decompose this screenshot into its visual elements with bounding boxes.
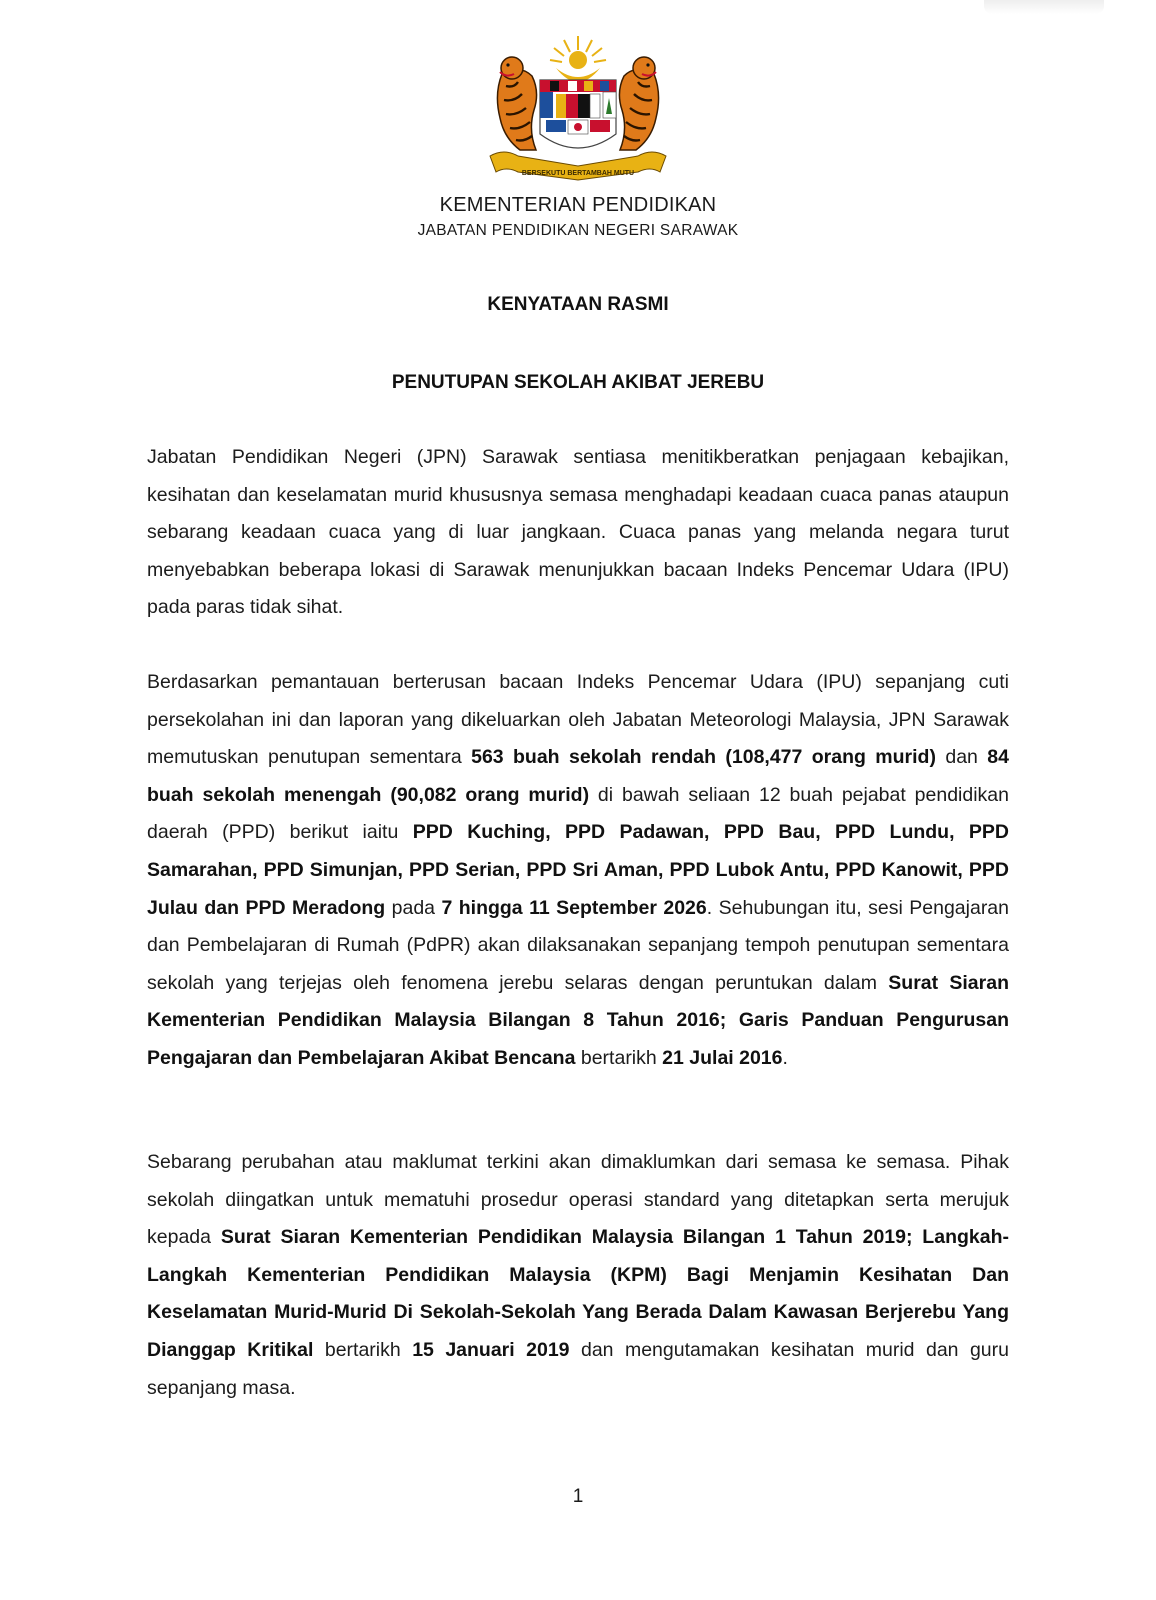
emphasis-text: PPD Kuching, PPD Padawan, PPD Bau, PPD Lundu, PPD Samarahan, PPD Simunjan, PPD Serian, PPD Sri Aman, PPD Lubok Antu, PPD Kanowit, PPD Julau dan PPD Meradong — [147, 821, 1009, 919]
malaysia-coat-of-arms-icon — [484, 34, 672, 184]
emphasis-text: 7 hingga 11 September 2026 — [441, 896, 707, 919]
paragraph-3 — [147, 1144, 1009, 1407]
page-number: 1 — [572, 1486, 584, 1507]
body-text: Sebarang perubahan atau maklumat terkini akan dimaklumkan dari semasa ke semasa. Pihak sekolah diingatkan untuk mematuhi prosedur operasi standard yang ditetapkan serta merujuk kepada — [147, 1151, 1009, 1249]
body-text: . Sehubungan itu, sesi Pengajaran dan Pembelajaran di Rumah (PdPR) akan dilaksanakan sepanjang tempoh penutupan sementara sekolah yang terjejas oleh fenomena jerebu selaras dengan peruntukan dalam — [147, 896, 1009, 994]
body-text: dan — [935, 746, 988, 769]
svg-text:BERSEKUTU BERTAMBAH MUTU: BERSEKUTU BERTAMBAH MUTU — [521, 170, 635, 177]
ministry-name: KEMENTERIAN PENDIDIKAN — [439, 194, 717, 216]
body-text: pada — [385, 896, 442, 919]
emphasis-text: 84 buah sekolah menengah (90,082 orang murid) — [147, 746, 1009, 806]
document-title: KENYATAAN RASMI — [487, 294, 669, 315]
paragraph-2 — [147, 664, 1009, 1078]
emphasis-text: Surat Siaran Kementerian Pendidikan Malaysia Bilangan 8 Tahun 2016; Garis Panduan Pengurusan Pengajaran dan Pembelajaran Akibat Bencana — [147, 971, 1009, 1069]
emphasis-text: 21 Julai 2016 — [662, 1046, 783, 1069]
body-text: bertarikh — [313, 1338, 413, 1361]
body-text: bertarikh — [575, 1046, 663, 1069]
emphasis-text: Surat Siaran Kementerian Pendidikan Malaysia Bilangan 1 Tahun 2019; Langkah-Langkah Kementerian Pendidikan Malaysia (KPM) Bagi Menjamin Kesihatan Dan Keselamatan Murid-Murid Di Sekolah-Sekolah Yang Berada Dalam Kawasan Berjerebu Yang Dianggap Kritikal — [147, 1226, 1009, 1361]
emphasis-text: 563 buah sekolah rendah (108,477 orang murid) — [471, 746, 936, 769]
scan-edge-shadow — [984, 0, 1104, 14]
document-subject: PENUTUPAN SEKOLAH AKIBAT JEREBU — [391, 372, 765, 393]
body-text: dan mengutamakan kesihatan murid dan guru sepanjang masa. — [147, 1338, 1009, 1399]
body-text: . — [782, 1046, 788, 1069]
paragraph-1: Jabatan Pendidikan Negeri (JPN) Sarawak sentiasa menitikberatkan penjagaan kebajikan, kesihatan dan keselamatan murid khususnya semasa menghadapi keadaan cuaca panas ataupun sebarang keadaan cuaca yang di luar jangkaan. Cuaca panas yang melanda negara turut menyebabkan beberapa lokasi di Sarawak menunjukkan bacaan Indeks Pencemar Udara (IPU) pada paras tidak sihat. — [147, 446, 1009, 619]
body-text: di bawah seliaan 12 buah pejabat pendidikan daerah (PPD) berikut iaitu — [147, 783, 1009, 844]
emphasis-text: 15 Januari 2019 — [412, 1338, 570, 1361]
department-name: JABATAN PENDIDIKAN NEGERI SARAWAK — [417, 222, 739, 239]
body-text: Berdasarkan pemantauan berterusan bacaan Indeks Pencemar Udara (IPU) sepanjang cuti persekolahan ini dan laporan yang dikeluarkan oleh Jabatan Meteorologi Malaysia, JPN Sarawak memutuskan penutupan sementara — [147, 671, 1009, 769]
